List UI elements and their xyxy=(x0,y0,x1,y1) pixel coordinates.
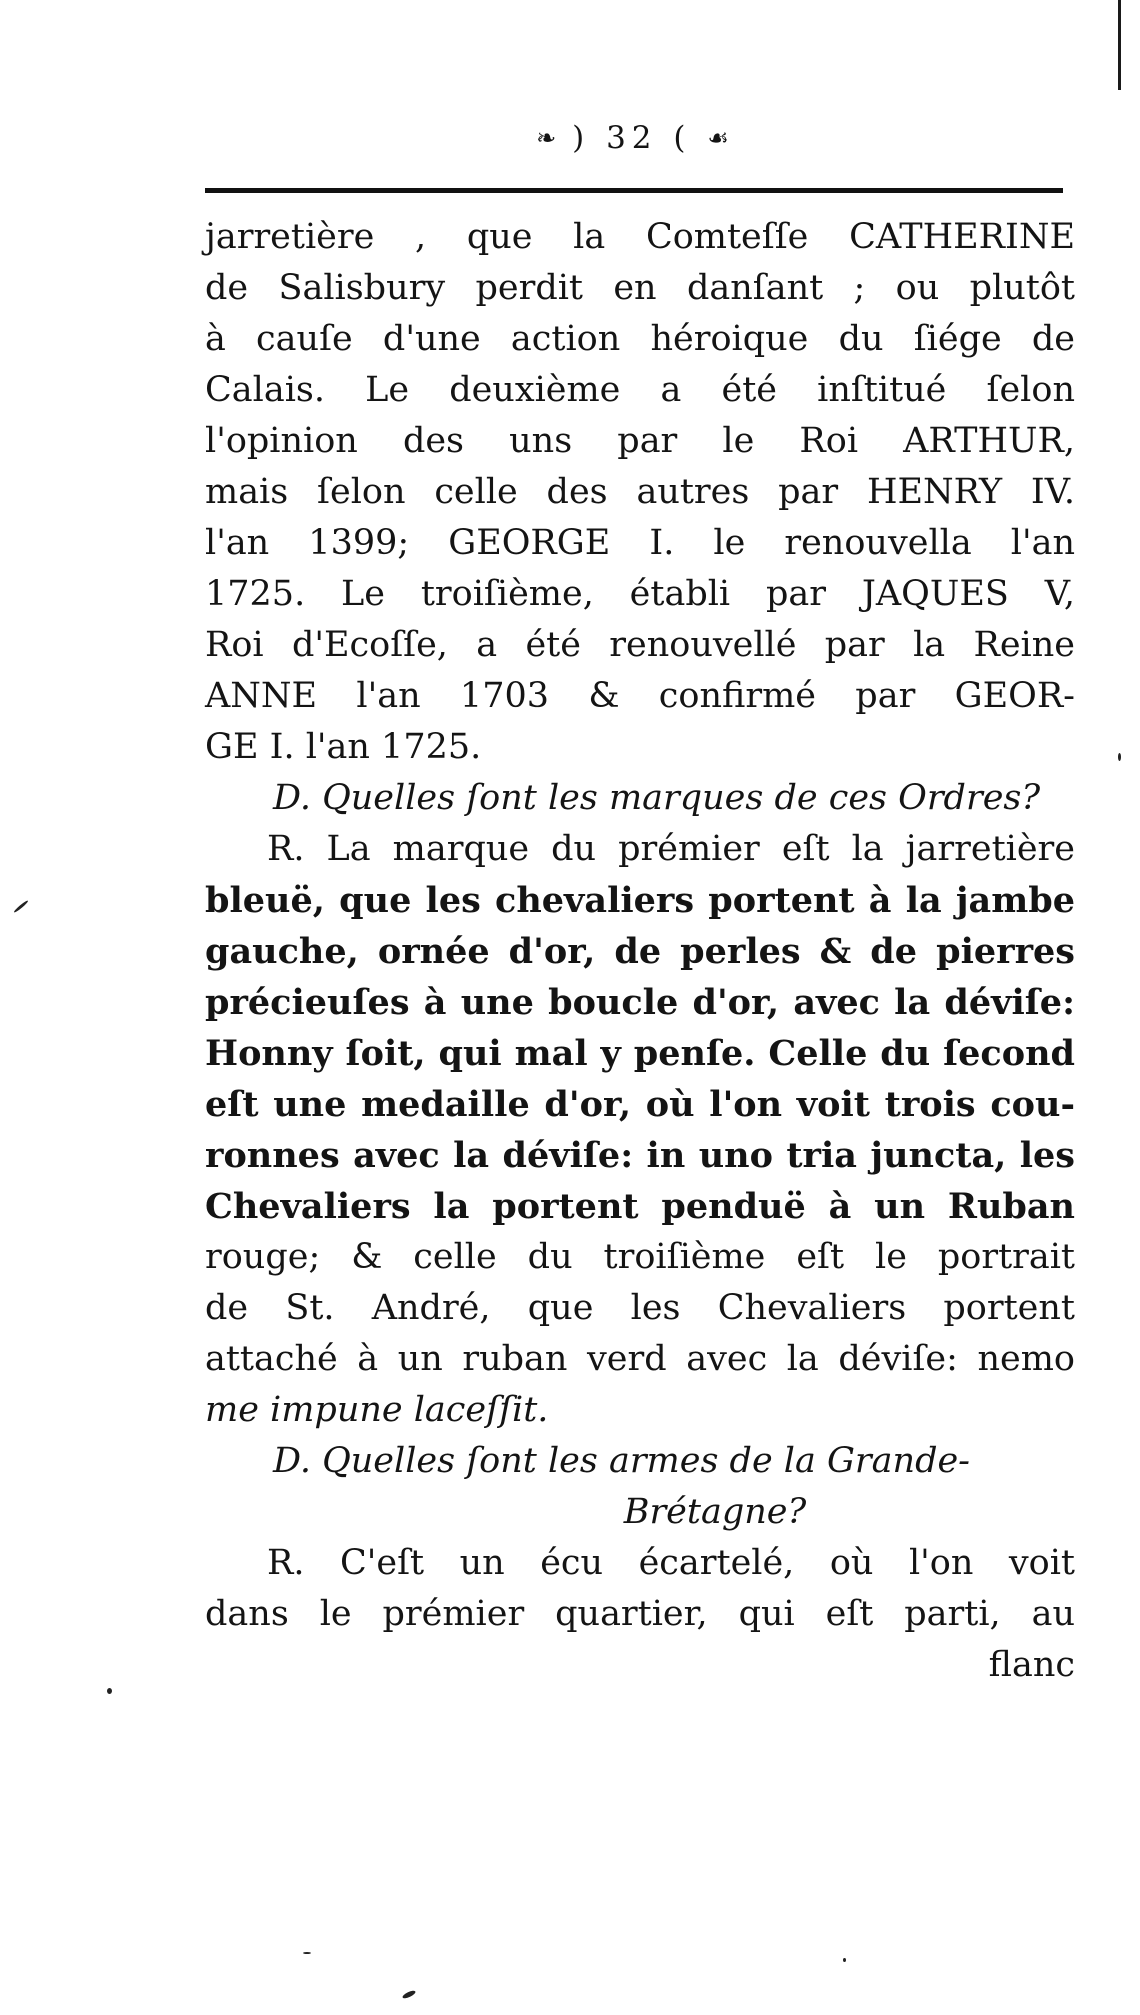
text-line: bleuë, que les chevaliers portent à la jambe xyxy=(205,880,1075,921)
text-line: eſt une medaille d'or, où l'on voit trois cou- xyxy=(205,1084,1075,1125)
text-line: gauche, ornée d'or, de perles & de pierres xyxy=(205,931,1075,972)
page-edge-rule xyxy=(1118,0,1121,90)
header-rule xyxy=(205,188,1063,193)
text-line: Honny ſoit, qui mal y penſe. Celle du ſecond xyxy=(205,1033,1075,1074)
ink-speck xyxy=(303,1952,311,1954)
right-ornament-icon: ☙ xyxy=(707,124,729,152)
question-line: D. Quelles ſont les marques de ces Ordres? xyxy=(273,778,1041,818)
text-line: 1725. Le troiſième, établi par JAQUES V, xyxy=(205,574,1075,614)
page-header xyxy=(205,120,1060,156)
text-line: GE I. l'an 1725. xyxy=(205,727,482,767)
text-line: l'an 1399; GEORGE I. le renouvella l'an xyxy=(205,523,1075,563)
text-line: l'opinion des uns par le Roi ARTHUR, xyxy=(205,421,1075,461)
answer-line: R. La marque du prémier eſt la jarretière xyxy=(267,829,1075,869)
question-line: Brétagne? xyxy=(623,1492,807,1532)
text-line: à cauſe d'une action héroique du ſiége de xyxy=(205,319,1075,359)
text-line: dans le prémier quartier, qui eſt parti, au xyxy=(205,1594,1075,1634)
text-line: ANNE l'an 1703 & confirmé par GEOR- xyxy=(205,676,1075,716)
answer-line: R. C'eſt un écu écartelé, où l'on voit xyxy=(267,1543,1075,1583)
body-text xyxy=(205,212,1075,1691)
ink-speck xyxy=(107,1688,112,1694)
text-line: jarretière , que la Comteſſe CATHERINE xyxy=(205,217,1075,257)
text-line: précieuſes à une boucle d'or, avec la déviſe: xyxy=(205,982,1075,1023)
ink-speck xyxy=(1118,753,1121,761)
text-line: de St. André, que les Chevaliers portent xyxy=(205,1288,1075,1328)
page-number: ) 32 ( xyxy=(572,120,692,156)
text-line: attaché à un ruban verd avec la déviſe: nemo xyxy=(205,1339,1075,1379)
text-line: Roi d'Ecoſſe, a été renouvellé par la Reine xyxy=(205,625,1075,665)
left-ornament-icon: ❧ xyxy=(536,124,557,152)
ink-speck xyxy=(402,1989,417,1999)
text-line: Calais. Le deuxième a été inſtitué ſelon xyxy=(205,370,1075,410)
text-line: me impune laceſſit. xyxy=(205,1390,549,1430)
ink-speck xyxy=(843,1958,846,1962)
text-line: de Salisbury perdit en danſant ; ou plutôt xyxy=(205,268,1075,308)
text-line: rouge; & celle du troiſième eſt le portrait xyxy=(205,1237,1075,1277)
text-line: ronnes avec la déviſe: in uno tria juncta, les xyxy=(205,1135,1075,1176)
ink-speck xyxy=(13,900,29,914)
catchword: flanc xyxy=(988,1645,1075,1685)
text-line: Chevaliers la portent penduë à un Ruban xyxy=(205,1186,1075,1227)
text-line: mais ſelon celle des autres par HENRY IV. xyxy=(205,472,1075,512)
question-line: D. Quelles ſont les armes de la Grande- xyxy=(273,1441,971,1481)
